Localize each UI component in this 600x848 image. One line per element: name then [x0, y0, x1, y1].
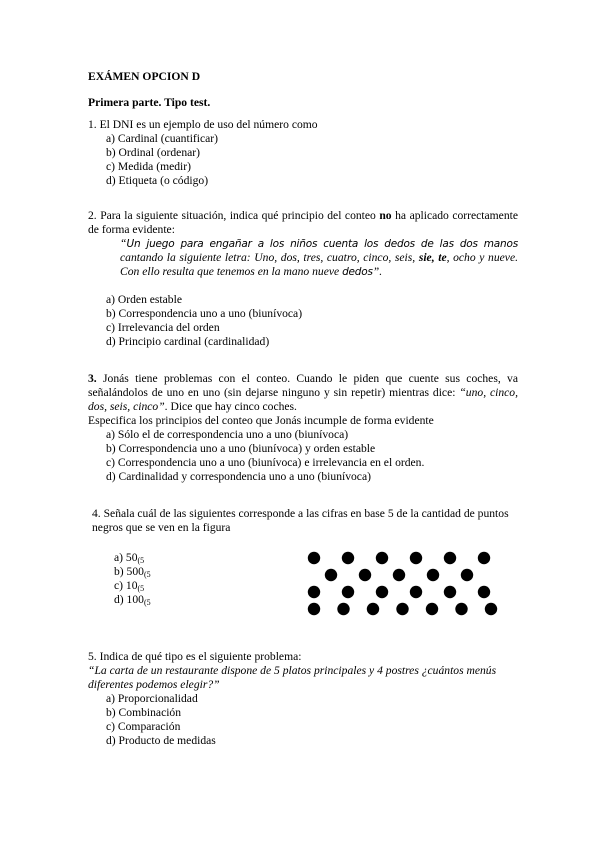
- question-5-options: [88, 692, 528, 748]
- dot: [410, 586, 422, 598]
- option-a: a) Orden estable: [106, 293, 182, 306]
- option-d: d) $100_{(5}$: [114, 593, 151, 607]
- dot: [325, 569, 337, 581]
- dot: [359, 569, 371, 581]
- dot: [410, 552, 422, 564]
- dot: [308, 586, 320, 598]
- section-subtitle: Primera parte. Tipo test.: [88, 96, 211, 109]
- dot: [337, 603, 349, 615]
- dot: [308, 552, 320, 564]
- option-a: a) $50_{(5}$: [114, 551, 145, 565]
- dot: [396, 603, 408, 615]
- option-a: a) Sólo el de correspondencia uno a uno (biunívoca): [106, 428, 349, 441]
- question-2-quote: “Un juego para engañar a los niños cuenta los dedos de las dos manos cantando la siguiente letra: Uno, dos, tres, cuatro, cinco, seis, sie, te, ocho y nueve. Con ello resulta que tenemos en la mano nueve dedos”.: [120, 237, 518, 278]
- option-c: c) Comparación: [106, 720, 181, 733]
- option-c: c) $10_{(5}$: [114, 579, 145, 593]
- option-b: b) Ordinal (ordenar): [106, 146, 200, 159]
- question-2-text: 2. Para la siguiente situación, indica qué principio del conteo no ha aplicado correctamente de forma evidente:: [88, 209, 518, 236]
- option-a: a) Proporcionalidad: [106, 692, 198, 705]
- dot-figure: [300, 545, 500, 620]
- dot: [342, 586, 354, 598]
- dot: [393, 569, 405, 581]
- option-b: b) $500_{(5}$: [114, 565, 151, 579]
- dot: [427, 569, 439, 581]
- dot: [376, 552, 388, 564]
- question-1-text: 1. El DNI es un ejemplo de uso del número como: [88, 118, 318, 131]
- question-3-prompt: Especifica los principios del conteo que Jonás incumple de forma evidente: [88, 414, 434, 427]
- question-5: [88, 650, 528, 748]
- option-d: d) Principio cardinal (cardinalidad): [106, 335, 270, 348]
- dot: [478, 586, 490, 598]
- question-3-text: 3. Jonás tiene problemas con el conteo. Cuando le piden que cuente sus coches, va señalándolos de uno en uno (sin dejarse ninguno y sin repetir) mientras dice: “uno, cinco, dos, seis, cinco”. Dice que hay cinco coches.: [88, 372, 518, 413]
- dot: [308, 603, 320, 615]
- dot: [485, 603, 497, 615]
- question-1-options: [88, 132, 518, 188]
- option-b: b) Combinación: [106, 706, 182, 719]
- option-d: d) Producto de medidas: [106, 734, 216, 747]
- option-b: b) Correspondencia uno a uno (biunívoca): [106, 307, 303, 320]
- dot: [444, 552, 456, 564]
- option-b: b) Correspondencia uno a uno (biunívoca) y orden estable: [106, 442, 376, 455]
- question-5-quote: “La carta de un restaurante dispone de 5 platos principales y 4 postres ¿cuántos menús diferentes podemos elegir?”: [88, 664, 497, 691]
- dot: [455, 603, 467, 615]
- dot: [376, 586, 388, 598]
- option-a: a) Cardinal (cuantificar): [106, 132, 219, 145]
- question-2: [88, 209, 518, 349]
- exam-title: EXÁMEN OPCION D: [88, 70, 201, 83]
- question-3-options: [88, 428, 518, 484]
- question-5-text: 5. Indica de qué tipo es el siguiente problema:: [88, 650, 302, 663]
- dot: [444, 586, 456, 598]
- option-d: d) Cardinalidad y correspondencia uno a uno (biunívoca): [106, 470, 371, 483]
- question-3: [88, 372, 518, 484]
- dot: [342, 552, 354, 564]
- option-c: c) Medida (medir): [106, 160, 191, 173]
- question-4-text: 4. Señala cuál de las siguientes corresponde a las cifras en base 5 de la cantidad de puntos negros que se ven en la figura: [92, 507, 509, 534]
- dot: [461, 569, 473, 581]
- dot: [367, 603, 379, 615]
- question-2-options: [88, 293, 518, 349]
- option-d: d) Etiqueta (o código): [106, 174, 209, 187]
- question-1: [88, 118, 518, 188]
- option-c: c) Correspondencia uno a uno (biunívoca) e irrelevancia en el orden.: [106, 456, 425, 469]
- option-c: c) Irrelevancia del orden: [106, 321, 220, 334]
- dot: [426, 603, 438, 615]
- dot: [478, 552, 490, 564]
